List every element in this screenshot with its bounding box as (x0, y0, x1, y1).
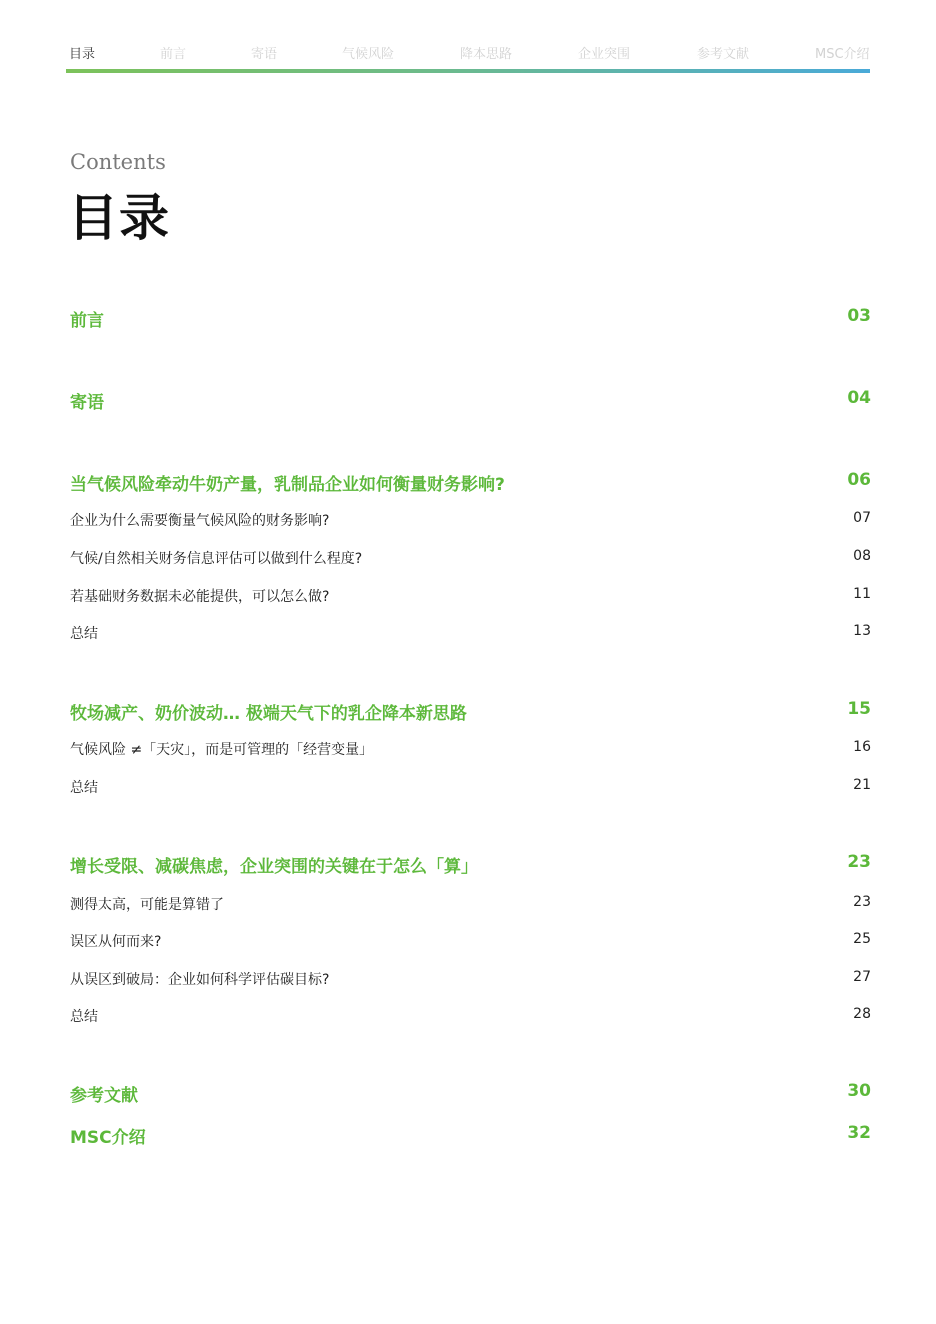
toc-title: 测得太高，可能是算错了 (70, 897, 224, 913)
nav-item-msc[interactable]: MSC介绍 (815, 47, 870, 62)
toc-subentry[interactable] (70, 969, 871, 993)
toc-title: 气候/自然相关财务信息评估可以做到什么程度? (70, 551, 363, 567)
toc-subentry[interactable] (70, 1006, 871, 1030)
toc-entry-breakthrough[interactable] (70, 852, 871, 876)
nav-gradient-rule (66, 69, 870, 73)
toc-subentry[interactable] (70, 510, 871, 534)
toc-page: 32 (847, 1123, 871, 1143)
toc-subentry[interactable] (70, 548, 871, 572)
contents-heading-en: Contents (70, 150, 166, 174)
toc-page: 28 (853, 1006, 871, 1022)
toc-title: 从误区到破局：企业如何科学评估碳目标? (70, 972, 330, 988)
nav-item-contents[interactable]: 目录 (69, 47, 96, 62)
toc-page: 23 (853, 894, 871, 910)
toc-title: 参考文献 (70, 1086, 138, 1106)
toc-entry-msc[interactable] (70, 1123, 871, 1147)
toc-page: 07 (853, 510, 871, 526)
toc-entry-cost-reduction[interactable] (70, 699, 871, 723)
nav-item-cost-reduction[interactable]: 降本思路 (460, 47, 513, 62)
toc-subentry[interactable] (70, 586, 871, 610)
toc-page: 06 (847, 470, 871, 490)
toc-title: 总结 (70, 1009, 98, 1025)
toc-title: 寄语 (70, 393, 104, 413)
nav-item-climate-risk[interactable]: 气候风险 (342, 47, 395, 62)
toc-entry-foreword[interactable] (70, 306, 871, 330)
toc-entry-message[interactable] (70, 388, 871, 412)
nav-item-breakthrough[interactable]: 企业突围 (578, 47, 631, 62)
toc-title: 总结 (70, 626, 98, 642)
toc-subentry[interactable] (70, 777, 871, 801)
toc-page: 25 (853, 931, 871, 947)
toc-title: 牧场减产、奶价波动… 极端天气下的乳企降本新思路 (70, 704, 467, 724)
toc-title: 增长受限、减碳焦虑，企业突围的关键在于怎么「算」 (70, 857, 478, 877)
nav-item-foreword[interactable]: 前言 (160, 47, 187, 62)
nav-items (66, 43, 870, 61)
toc-page: 08 (853, 548, 871, 564)
toc-title: 当气候风险牵动牛奶产量，乳制品企业如何衡量财务影响? (70, 475, 505, 495)
toc-title: 若基础财务数据未必能提供，可以怎么做? (70, 589, 330, 605)
nav-item-references[interactable]: 参考文献 (697, 47, 750, 62)
toc-title: 前言 (70, 311, 104, 331)
toc-page: 03 (847, 306, 871, 326)
contents-heading-zh: 目录 (68, 188, 170, 247)
toc-entry-references[interactable] (70, 1081, 871, 1105)
toc-subentry[interactable] (70, 623, 871, 647)
toc-page: 21 (853, 777, 871, 793)
toc-title: 气候风险 ≠「天灾」，而是可管理的「经营变量」 (70, 742, 374, 758)
toc-subentry[interactable] (70, 739, 871, 763)
toc-title: 企业为什么需要衡量气候风险的财务影响? (70, 513, 330, 529)
nav-item-message[interactable]: 寄语 (251, 47, 278, 62)
toc-subentry[interactable] (70, 931, 871, 955)
toc-page: 13 (853, 623, 871, 639)
toc-page: 11 (853, 586, 871, 602)
toc-page: 16 (853, 739, 871, 755)
toc-title: MSC介绍 (70, 1128, 146, 1148)
toc-title: 总结 (70, 780, 98, 796)
toc-page: 04 (847, 388, 871, 408)
toc-page: 15 (847, 699, 871, 719)
toc-title: 误区从何而来? (70, 934, 162, 950)
toc-page: 23 (847, 852, 871, 872)
toc-page: 27 (853, 969, 871, 985)
top-navigation (66, 0, 870, 74)
toc-subentry[interactable] (70, 894, 871, 918)
toc-page: 30 (847, 1081, 871, 1101)
toc-entry-climate-risk[interactable] (70, 470, 871, 494)
